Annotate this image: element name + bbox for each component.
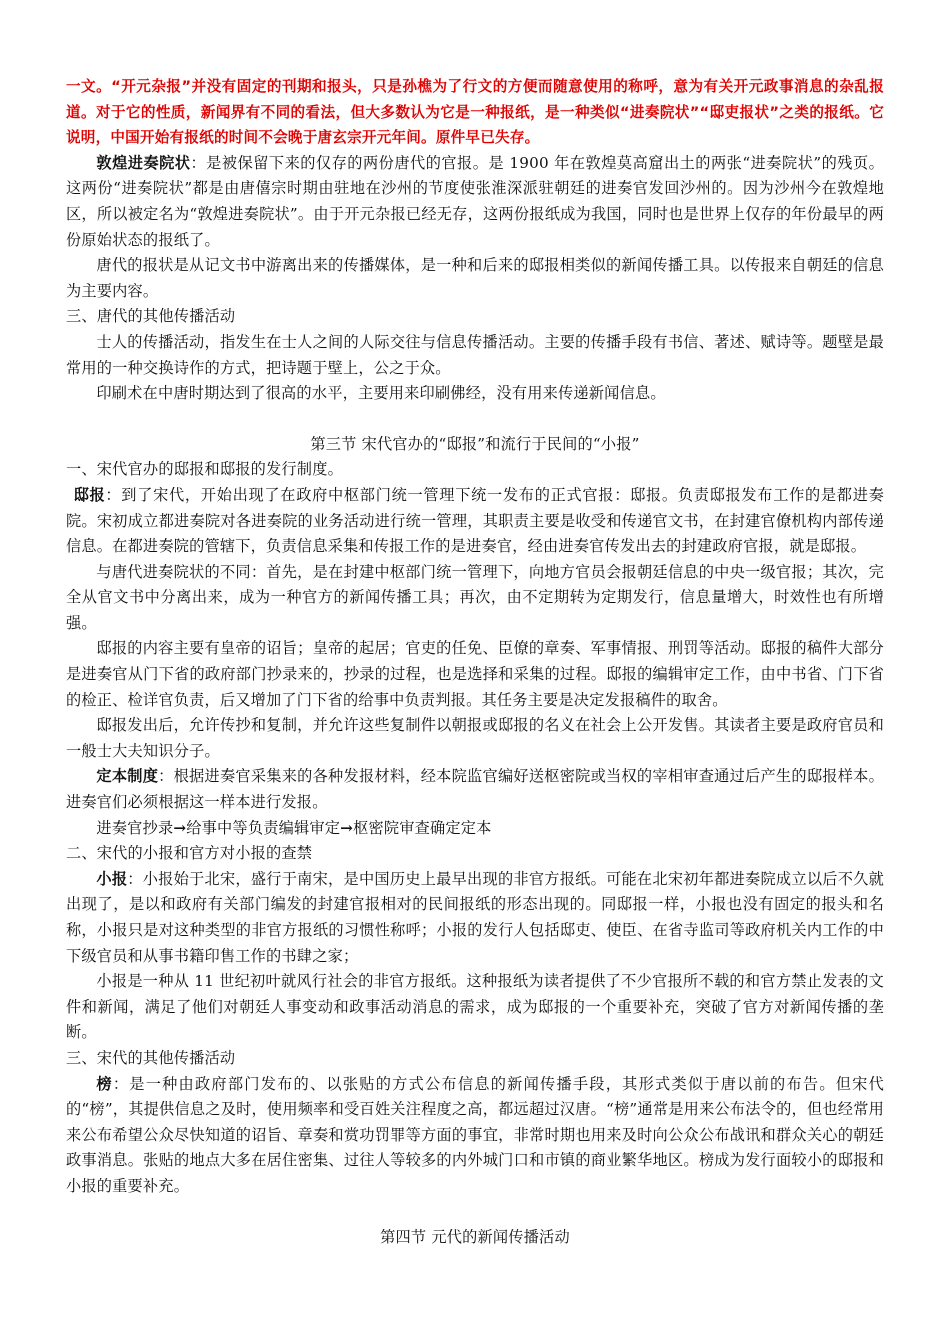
bang-paragraph (66, 1072, 884, 1200)
flow-line (66, 816, 884, 842)
red-intro-paragraph: 一文。“开元杂报”并没有固定的刊期和报头，只是孙樵为了行文的方便而随意使用的称呼，意为有关开元政事消息的杂乱报道。对于它的性质，新闻界有不同的看法，但大多数认为它是一种报纸，是一种类似“进奏院状”“邸吏报状”之类的报纸。它说明，中国开始有报纸的时间不会晚于唐玄宗开元年间。原件早已失存。 (66, 78, 884, 147)
dibao-term: 邸报 (73, 485, 106, 504)
flow-step-3: 枢密院审查确定定本 (353, 818, 492, 837)
arrow-right-icon: → (340, 818, 354, 837)
bang-text: ：是一种由政府部门发布的、以张贴的方式公布信息的新闻传播手段，其形式类似于唐以前的布告。但宋代的“榜”，其提供信息之及时，使用频率和受百姓关注程度之高，都远超过汉唐。“榜”通常是用来公布法令的，但也经常用来公布希望公众尽快知道的诏旨、章奏和赏功罚罪等方面的事宜，非常时期也用来及时向公众公布战讯和群众关心的朝廷政事消息。张贴的地点大多在居住密集、过往人等较多的内外城门口和市镇的商业繁华地区。榜成为发行面较小的邸报和小报的重要补充。 (66, 1074, 884, 1195)
dingben-term: 定本制度 (96, 767, 159, 786)
xiaobao-text: ：小报始于北宋，盛行于南宋，是中国历史上最早出现的非官方报纸。可能在北宋初年都进奏院成立以后不久就出现了，是以和政府有关部门编发的封建官报相对的民间报纸的形态出现的。同邸报一样，小报也没有固定的报头和名称，小报只是对这种类型的非官方报纸的习惯性称呼；小报的发行人包括邸吏、使臣、在省寺监司等政府机关内工作的中下级官员和从事书籍印售工作的书肆之家； (66, 869, 884, 965)
dunhuang-text: ：是被保留下来的仅存的两份唐代的官报。是 1900 年在敦煌莫高窟出土的两张“进奏院状”的残页。这两份“进奏院状”都是由唐僖宗时期由驻地在沙州的节度使张淮深派驻朝廷的进奏官发回沙州的。因为沙州今在敦煌地区，所以被定名为“敦煌进奏院状”。由于开元杂报已经无存，这两份报纸成为我国，同时也是世界上仅存的年份最早的两份原始状态的报纸了。 (66, 153, 885, 249)
bang-term: 榜 (96, 1074, 113, 1093)
dunhuang-term: 敦煌进奏院状 (96, 153, 191, 172)
dibao-paragraph (66, 483, 884, 560)
content-paragraph: 邸报的内容主要有皇帝的诏旨；皇帝的起居；官吏的任免、臣僚的章奏、军事情报、刑罚等活动。邸报的稿件大部分是进奏官从门下省的政府部门抄录来的，抄录的过程，也是选择和采集的过程。邸报的编辑审定工作，由中书省、门下省的检正、检详官负责，后又增加了门下省的给事中负责判报。其任务主要是决定发报稿件的取舍。 (66, 639, 884, 709)
section3-title: 第三节 宋代官办的“邸报”和流行于民间的“小报” (310, 434, 640, 453)
dingben-text: ：根据进奏官采集来的各种发报材料，经本院监官编好送枢密院或当权的宰相审查通过后产生的邸报样本。进奏官们必须根据这一样本进行发报。 (66, 767, 884, 812)
xiaobao-term: 小报 (96, 869, 128, 888)
song-heading-3: 三、宋代的其他传播活动 (66, 1048, 236, 1067)
song-heading-2: 二、宋代的小报和官方对小报的查禁 (66, 844, 313, 863)
xiaobao-paragraph (66, 867, 884, 969)
tang-baozhuang-paragraph: 唐代的报状是从记文书中游离出来的传播媒体，是一种和后来的邸报相类似的新闻传播工具。以传报来自朝廷的信息为主要内容。 (66, 256, 884, 300)
dibao-text: ：到了宋代，开始出现了在政府中枢部门统一管理下统一发布的正式官报：邸报。负责邸报发布工作的是都进奏院。宋初成立都进奏院对各进奏院的业务活动进行统一管理，其职责主要是收受和传递官文书，在封建官僚机构内部传递信息。在都进奏院的管辖下，负责信息采集和传报工作的是进奏官，经由进奏官传发出去的封建政府官报，就是邸报。 (66, 485, 884, 556)
section4-title: 第四节 元代的新闻传播活动 (380, 1227, 570, 1246)
tang-other-heading: 三、唐代的其他传播活动 (66, 307, 236, 326)
xiaobao-paragraph-2: 小报是一种从 11 世纪初叶就风行社会的非官方报纸。这种报纸为读者提供了不少官报所不载的和官方禁止发表的文件和新闻，满足了他们对朝廷人事变动和政事活动消息的需求，成为邸报的一个重要补充，突破了官方对新闻传播的垄断。 (66, 972, 884, 1042)
yinshua-paragraph: 印刷术在中唐时期达到了很高的水平，主要用来印刷佛经，没有用来传递新闻信息。 (96, 384, 666, 403)
dingben-paragraph (66, 764, 884, 815)
shiren-paragraph: 士人的传播活动，指发生在士人之间的人际交往与信息传播活动。主要的传播手段有书信、著述、赋诗等。题壁是最常用的一种交换诗作的方式，把诗题于壁上，公之于众。 (66, 332, 884, 377)
spacer (66, 407, 884, 432)
publish-paragraph: 邸报发出后，允许传抄和复制，并允许这些复制件以朝报或邸报的名义在社会上公开发售。其读者主要是政府官员和一般士大夫知识分子。 (66, 716, 884, 760)
difference-paragraph: 与唐代进奏院状的不同：首先，是在封建中枢部门统一管理下，向地方官员会报朝廷信息的中央一级官报；其次，完全从官文书中分离出来，成为一种官方的新闻传播工具；再次，由不定期转为定期发行，信息量增大，时效性也有所增强。 (66, 562, 884, 632)
dunhuang-paragraph (66, 151, 884, 253)
flow-step-1: 进奏官抄录 (96, 818, 174, 837)
arrow-right-icon: → (173, 818, 187, 837)
flow-step-2: 给事中等负责编辑审定 (186, 818, 341, 837)
spacer (66, 1200, 884, 1225)
song-heading-1: 一、宋代官办的邸报和邸报的发行制度。 (66, 460, 343, 479)
